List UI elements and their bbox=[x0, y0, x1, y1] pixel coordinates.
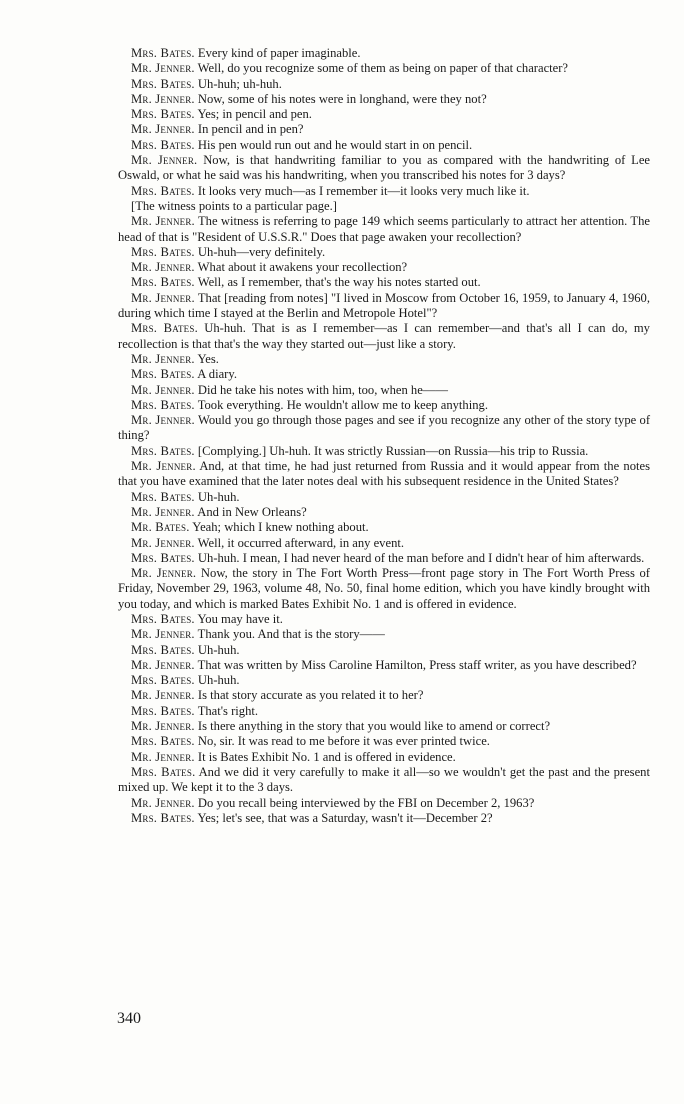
testimony-line bbox=[118, 398, 650, 413]
testimony-line bbox=[118, 643, 650, 658]
testimony-line bbox=[118, 612, 650, 627]
line-text: And, at that time, he had just returned from Russia and it would appear from the notes that you have examined that the later notes deal with his subsequent residence in the United States? bbox=[118, 459, 650, 489]
testimony-line bbox=[118, 291, 650, 322]
testimony-line bbox=[118, 444, 650, 459]
stage-direction bbox=[118, 199, 650, 214]
line-text: Now, the story in The Fort Worth Press—front page story in The Fort Worth Press of Friday, November 29, 1963, volume 48, No. 50, final home edition, which you have kindly brought with you today, and which is marked Bates Exhibit No. 1 and is offered in evidence. bbox=[118, 566, 650, 611]
speaker-label: Mrs. Bates. bbox=[131, 367, 195, 382]
testimony-line bbox=[118, 275, 650, 290]
line-text: [Complying.] Uh-huh. It was strictly Russian—on Russia—his trip to Russia. bbox=[197, 443, 589, 458]
line-text: Would you go through those pages and see if you recognize any other of the story type of thing? bbox=[118, 413, 651, 443]
testimony-line bbox=[118, 520, 650, 535]
speaker-label: Mrs. Bates. bbox=[131, 275, 195, 290]
line-text: Yeah; which I knew nothing about. bbox=[192, 520, 369, 535]
line-text: Is there anything in the story that you would like to amend or correct? bbox=[197, 719, 551, 734]
line-text: A diary. bbox=[197, 367, 237, 382]
speaker-label: Mrs. Bates. bbox=[131, 46, 195, 60]
speaker-label: Mr. Jenner. bbox=[131, 290, 195, 305]
testimony-line bbox=[118, 811, 650, 826]
line-text: No, sir. It was read to me before it was ever printed twice. bbox=[197, 734, 490, 749]
speaker-label: Mrs. Bates. bbox=[131, 550, 195, 565]
speaker-label: Mrs. Bates. bbox=[131, 642, 195, 657]
testimony-line bbox=[118, 566, 650, 612]
line-text: Took everything. He wouldn't allow me to keep anything. bbox=[197, 397, 488, 412]
testimony-line bbox=[118, 688, 650, 703]
speaker-label: Mrs. Bates. bbox=[131, 321, 198, 336]
testimony-line bbox=[118, 704, 650, 719]
testimony-line bbox=[118, 673, 650, 688]
speaker-label: Mrs. Bates. bbox=[131, 764, 196, 779]
speaker-label: Mrs. Bates. bbox=[131, 489, 195, 504]
testimony-line bbox=[118, 367, 650, 382]
testimony-line bbox=[118, 352, 650, 367]
testimony-line bbox=[118, 92, 650, 107]
line-text: Is that story accurate as you related it to her? bbox=[197, 688, 424, 703]
line-text: In pencil and in pen? bbox=[197, 122, 304, 137]
line-text: That was written by Miss Caroline Hamilton, Press staff writer, as you have described? bbox=[197, 657, 637, 672]
testimony-line bbox=[118, 413, 650, 444]
speaker-label: Mr. Jenner. bbox=[131, 61, 195, 76]
speaker-label: Mrs. Bates. bbox=[131, 611, 195, 626]
testimony-line bbox=[118, 46, 650, 61]
line-text: Well, as I remember, that's the way his notes started out. bbox=[197, 275, 481, 290]
line-text: Yes; let's see, that was a Saturday, wasn't it—December 2? bbox=[197, 810, 493, 825]
testimony-line bbox=[118, 734, 650, 749]
testimony-line bbox=[118, 260, 650, 275]
line-text: And we did it very carefully to make it all—so we wouldn't get the past and the present mixed up. We kept it to the 3 days. bbox=[118, 764, 650, 795]
line-text: Yes. bbox=[197, 351, 219, 366]
testimony-line bbox=[118, 383, 650, 398]
line-text: Uh-huh. bbox=[197, 489, 240, 504]
line-text: Uh-huh; uh-huh. bbox=[197, 76, 282, 91]
testimony-line bbox=[118, 61, 650, 76]
speaker-label: Mrs. Bates. bbox=[131, 137, 195, 152]
line-text: Uh-huh. bbox=[197, 673, 240, 688]
testimony-line bbox=[118, 77, 650, 92]
testimony-line bbox=[118, 107, 650, 122]
speaker-label: Mrs. Bates. bbox=[131, 244, 195, 259]
speaker-label: Mrs. Bates. bbox=[131, 183, 195, 198]
testimony-line bbox=[118, 719, 650, 734]
testimony-line bbox=[118, 459, 650, 490]
speaker-label: Mr. Jenner. bbox=[131, 749, 195, 764]
speaker-label: Mr. Jenner. bbox=[131, 719, 195, 734]
line-text: Thank you. And that is the story—— bbox=[197, 627, 385, 642]
speaker-label: Mr. Jenner. bbox=[131, 351, 195, 366]
testimony-line bbox=[118, 551, 650, 566]
page-number: 340 bbox=[117, 1010, 141, 1027]
speaker-label: Mr. Jenner. bbox=[131, 504, 195, 519]
line-text: The witness is referring to page 149 which seems particularly to attract her attention. The head of that is "Resident of U.S.S.R." Does that page awaken your recollection? bbox=[118, 214, 650, 244]
speaker-label: Mr. Jenner. bbox=[131, 566, 197, 581]
speaker-label: Mrs. Bates. bbox=[131, 107, 195, 122]
speaker-label: Mrs. Bates. bbox=[131, 76, 195, 91]
testimony-line bbox=[118, 765, 650, 796]
line-text: It looks very much—as I remember it—it looks very much like it. bbox=[197, 183, 530, 198]
speaker-label: Mr. Jenner. bbox=[131, 688, 195, 703]
speaker-label: Mr. Jenner. bbox=[131, 657, 195, 672]
speaker-label: Mr. Jenner. bbox=[131, 153, 198, 168]
speaker-label: Mrs. Bates. bbox=[131, 397, 195, 412]
line-text: And in New Orleans? bbox=[197, 504, 307, 519]
speaker-label: Mrs. Bates. bbox=[131, 703, 195, 718]
line-text: It is Bates Exhibit No. 1 and is offered in evidence. bbox=[197, 749, 456, 764]
speaker-label: Mr. Jenner. bbox=[131, 459, 196, 474]
testimony-line bbox=[118, 627, 650, 642]
line-text: His pen would run out and he would start in on pencil. bbox=[197, 137, 473, 152]
speaker-label: Mr. Jenner. bbox=[131, 91, 195, 106]
testimony-line bbox=[118, 321, 650, 352]
speaker-label: Mrs. Bates. bbox=[131, 734, 195, 749]
testimony-line bbox=[118, 138, 650, 153]
speaker-label: Mr. Jenner. bbox=[131, 122, 195, 137]
line-text: Every kind of paper imaginable. bbox=[197, 46, 361, 60]
speaker-label: Mr. Jenner. bbox=[131, 535, 195, 550]
line-text: Well, it occurred afterward, in any event. bbox=[197, 535, 405, 550]
speaker-label: Mr. Jenner. bbox=[131, 260, 195, 275]
line-text: Now, some of his notes were in longhand, were they not? bbox=[197, 91, 487, 106]
testimony-line bbox=[118, 122, 650, 137]
testimony-text bbox=[118, 46, 650, 826]
line-text: That's right. bbox=[197, 703, 259, 718]
speaker-label: Mrs. Bates. bbox=[131, 443, 195, 458]
line-text: Uh-huh. I mean, I had never heard of the man before and I didn't hear of him afterwards. bbox=[197, 550, 645, 565]
line-text: Did he take his notes with him, too, when he—— bbox=[197, 382, 448, 397]
speaker-label: Mr. Bates. bbox=[131, 520, 190, 535]
line-text: Do you recall being interviewed by the FBI on December 2, 1963? bbox=[197, 795, 535, 810]
line-text: That [reading from notes] "I lived in Moscow from October 16, 1959, to January 4, 1960, during which time I stayed at the Berlin and Metropole Hotel"? bbox=[118, 290, 651, 321]
testimony-line bbox=[118, 536, 650, 551]
testimony-line bbox=[118, 153, 650, 184]
speaker-label: Mr. Jenner. bbox=[131, 214, 195, 229]
line-text: Well, do you recognize some of them as being on paper of that character? bbox=[197, 61, 569, 76]
testimony-line bbox=[118, 750, 650, 765]
testimony-line bbox=[118, 184, 650, 199]
testimony-line bbox=[118, 796, 650, 811]
speaker-label: Mr. Jenner. bbox=[131, 413, 195, 428]
line-text: Uh-huh—very definitely. bbox=[197, 244, 326, 259]
line-text: Yes; in pencil and pen. bbox=[197, 107, 312, 122]
testimony-line bbox=[118, 245, 650, 260]
line-text: You may have it. bbox=[197, 611, 283, 626]
speaker-label: Mr. Jenner. bbox=[131, 382, 195, 397]
testimony-line bbox=[118, 505, 650, 520]
speaker-label: Mrs. Bates. bbox=[131, 810, 195, 825]
speaker-label: Mr. Jenner. bbox=[131, 627, 195, 642]
testimony-line bbox=[118, 658, 650, 673]
testimony-line bbox=[118, 214, 650, 245]
line-text: What about it awakens your recollection? bbox=[197, 260, 408, 275]
speaker-label: Mr. Jenner. bbox=[131, 795, 195, 810]
line-text: Now, is that handwriting familiar to you as compared with the handwriting of Lee Oswald, or what he said was his handwriting, when you transcribed his notes for 3 days? bbox=[118, 153, 651, 183]
line-text: Uh-huh. bbox=[197, 642, 240, 657]
line-text: Uh-huh. That is as I remember—as I can remember—and that's all I can do, my recollection is that that's the way they started out—just like a story. bbox=[118, 321, 650, 351]
testimony-line bbox=[118, 490, 650, 505]
speaker-label: Mrs. Bates. bbox=[131, 673, 195, 688]
line-text: [The witness points to a particular page.] bbox=[131, 198, 337, 213]
